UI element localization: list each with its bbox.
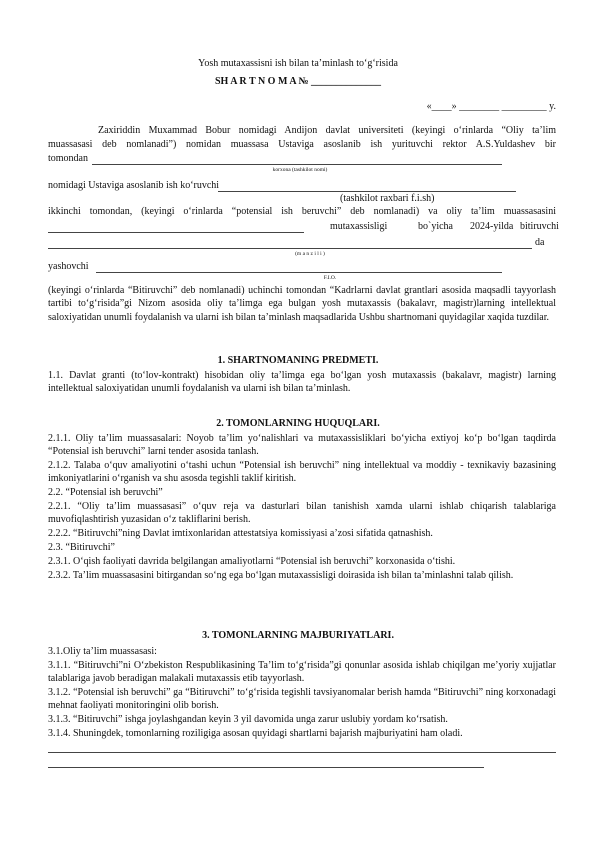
clause-2-1-1: 2.1.1. Oliy ta’lim muassasalari: Noyob ta’lim yo‘nalishlari va mutaxassisliklari bo‘yicha extiyoj ko‘p bo‘lgan taqdirda “Potensial ish beruvchi” larni tender asosida tanlash. xyxy=(48,433,556,458)
intro-line-8: yashovchi xyxy=(48,261,89,272)
clause-3-1-2: 3.1.2. “Potensial ish beruvchi” ga “Bitiruvchi” to‘g‘risida tegishli tavsiyanomalar berish hamda “Bitiruvchi” ning korxonadagi mehnat faoliyati monitoringini olib borish. xyxy=(48,687,556,712)
clause-3-1-3: 3.1.3. “Bitiruvchi” ishga joylashgandan keyin 3 yil davomida unga zarur uslubiy yordam ko‘rsatish. xyxy=(48,714,448,725)
clause-2-3-2: 2.3.2. Ta’lim muassasasini bitirgandan so‘ng ega bo‘lgan mutaxassisligi doirasida ish bilan ta’minlashni talab qilish. xyxy=(48,570,514,581)
section-1-heading: 1. SHARTNOMANING PREDMETI. xyxy=(217,355,379,366)
clause-2-2-1: 2.2.1. “Oliy ta’lim muassasasi” o‘quv reja va dasturlari bilan tanishish xamda ularni ishlab chiqarish talablariga muvofiqlashtirish yuzasidan o‘z takliflarini berish. xyxy=(48,501,556,526)
section-2-heading: 2. TOMONLARNING HUQUQLARI. xyxy=(216,418,380,429)
clause-3-1-4: 3.1.4. Shuningdek, tomonlarning roziligiga asosan quyidagi shartlarni bajarish majburiyatini ham oladi. xyxy=(48,728,463,739)
intro-line-5: ikkinchi tomondan, (keyingi o‘rinlarda “potensial ish beruvchi” deb nomlanadi) va oliy ta’lim muassasasini xyxy=(48,206,556,217)
conditions-blank-1 xyxy=(48,752,556,753)
intro-line-6a: mutaxassisligi xyxy=(330,221,388,232)
intro-line-3: tomondan xyxy=(48,153,88,164)
contract-title: SH A R T N O M A № ______________ xyxy=(214,76,382,87)
conditions-blank-2 xyxy=(48,767,484,768)
director-blank xyxy=(218,191,516,192)
clause-3-1-1: 3.1.1. “Bitiruvchi”ni O‘zbekiston Respublikasining Ta’lim to‘g‘risida”gi qonunlar asosida ishlab chiqilgan me’yoriy xujjatlar talablariga javob beradigan malakali mutaxassis etib tayyorlash. xyxy=(48,660,556,685)
intro-line-6d: bitiruvchi xyxy=(520,221,559,232)
clause-2-2-2: 2.2.2. “Bitiruvchi”ning Davlat imtixonlaridan attestatsiya komissiyasi a’zosi sifatida qatnashish. xyxy=(48,528,433,539)
organization-caption: korxona (tashkilot nomi) xyxy=(272,167,328,173)
clause-2-3-1: 2.3.1. O‘qish faoliyati davrida belgilangan amaliyotlarni “Potensial ish beruvchi” korxonasida o‘tishi. xyxy=(48,556,456,567)
section-3-heading: 3. TOMONLARNING MAJBURIYATLARI. xyxy=(202,630,394,641)
clause-2-3: 2.3. “Bitiruvchi” xyxy=(48,542,115,553)
section-1-text: 1.1. Davlat granti (to‘lov-kontrakt) hisobidan oliy ta’limga ega bo‘lgan yosh mutaxassis (bakalavr, magistr) larning intellektual saloxiyatidan unumli foydalanish va ularni ish bilan ta’minlash. xyxy=(48,370,556,395)
graduate-name-blank xyxy=(96,272,502,273)
intro-line-6c: 2024-yilda xyxy=(470,221,514,232)
intro-paragraph: (keyingi o‘rinlarda “Bitiruvchi” deb nomlanadi) uchinchi tomondan “Kadrlarni davlat grantlari asosida maqsadli tayyorlash tartibi to‘g‘risida”gi Nizom asosida oliy ta’limga ega bulgan yosh mutaxassis (bakalavr, magistr)larning intellektual saloxiyatidan unumli foydalanish va ularni ish bilan ta’minlash maqsadlarida Ushbu shartnomani quyidagilar xaqida tuzdilar. xyxy=(48,285,556,323)
specialty-blank xyxy=(48,232,304,233)
intro-line-7-end: da xyxy=(535,237,545,248)
intro-line-6b: bo`yicha xyxy=(418,221,453,232)
address-blank xyxy=(48,248,532,249)
intro-line-4: nomidagi Ustaviga asoslanib ish ko‘ruvchi xyxy=(48,180,220,191)
organization-blank xyxy=(92,164,502,165)
intro-line-2: muassasasi deb nomlanadi”) nomidan muassasa Ustaviga asoslanib ish yurituvchi rektor A.S.Yuldashev bir xyxy=(48,139,556,150)
clause-2-2: 2.2. “Potensial ish beruvchi” xyxy=(48,487,163,498)
address-caption: (m a n z i l i ) xyxy=(295,251,325,257)
graduate-name-caption: F.I.O. xyxy=(323,275,337,281)
contract-subtitle: Yosh mutaxassisni ish bilan ta’minlash to‘g‘risida xyxy=(198,58,398,69)
clause-3-1: 3.1.Oliy ta’lim muassasasi: xyxy=(48,646,157,657)
clause-2-1-2: 2.1.2. Talaba o‘quv amaliyotini o‘tashi uchun “Potensial ish beruvchi” ning intellektual va moddiy - texnikaviy bazasining imkoniyatlarini o‘rganish va shu asosda tegishli taklif kiritish. xyxy=(48,460,556,485)
intro-line-1: Zaxiriddin Muxammad Bobur nomidagi Andijon davlat universiteti (keyingi o‘rinlarda “Oliy ta’lim xyxy=(98,125,556,136)
director-caption: (tashkilot raxbari f.i.sh) xyxy=(340,193,435,204)
date-line: «____» ________ _________ y. xyxy=(426,101,556,112)
